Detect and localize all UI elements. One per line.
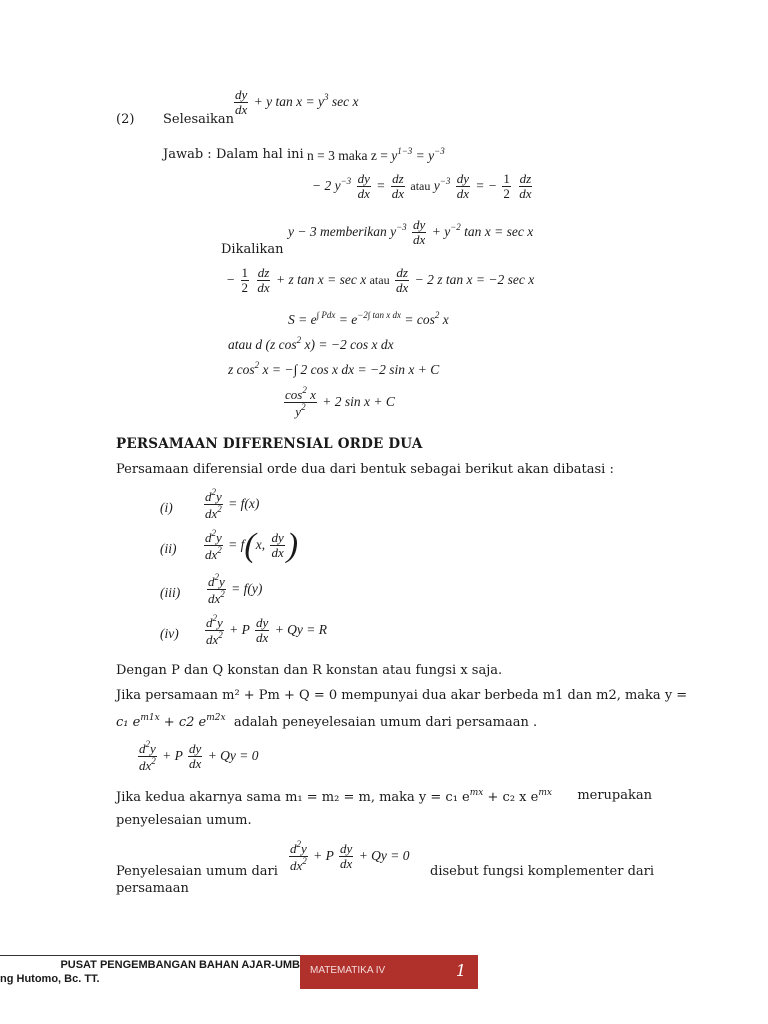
footer-course-box: [300, 955, 478, 989]
answer-text: Dalam hal ini: [216, 147, 304, 162]
para-complementary-tail: disebut fungsi komplementer dari: [430, 864, 655, 879]
form-ii-label: (ii): [160, 541, 177, 556]
answer-label: Jawab :: [163, 147, 212, 162]
step-integral: z $\cos^2 x$ = −∫ 2 cos x dx = −2 sin x + C: [228, 360, 440, 377]
form-ii: $\frac{d^2y}{dx^2}$ = f(x, $\frac{dy}{dx}$ ): [205, 527, 299, 565]
form-i: $\frac{d^2y}{dx^2}$ = f(x): [205, 487, 260, 522]
form-iv: $\frac{d^2y}{dx^2}$ + P $\frac{dy}{dx}$ + Qy = R: [206, 613, 328, 648]
para-complementary-line2: persamaan: [116, 881, 189, 896]
step-linear: − $\frac{1}{2}$ $\frac{dz}{dx}$ + z tan x = sec x atau $\frac{dz}{dx}$ − 2 z tan x = −2 sec x: [226, 265, 535, 296]
form-i-label: (i): [160, 500, 173, 515]
section-intro: Persamaan diferensial orde dua dari bentuk sebagai berikut akan dibatasi :: [116, 462, 614, 477]
form-iv-label: (iv): [160, 626, 179, 641]
para-equal-roots-line2: penyelesaian umum.: [116, 813, 252, 828]
problem-instruction: Selesaikan: [163, 112, 235, 127]
footer-author: ng Hutomo, Bc. TT.: [0, 973, 100, 985]
para-equal-roots: Jika kedua akarnya sama m₁ = m₂ = m, maka y = c₁ $e^{mx} + c_2$ x $e^{mx}$ merupakan: [116, 788, 652, 805]
para-distinct-roots: Jika persamaan m² + Pm + Q = 0 mempunyai dua akar berbeda m1 dan m2, maka y =: [116, 688, 688, 703]
step-derivative: − 2 $y^{-3}$ $\frac{dy}{dx}$ = $\frac{dz}{dx}$ atau $y^{-3}$ $\frac{dy}{dx}$ = − $\frac{1}{2}$ $\frac{dz}{dx}$: [312, 171, 532, 202]
form-iii-label: (iii): [160, 585, 181, 600]
problem-equation: $\frac{dy}{dx}$ + y $\tan x = y^3$ sec x: [235, 87, 359, 118]
homogeneous-equation: $\frac{d^2y}{dx^2}$ + P $\frac{dy}{dx}$ + Qy = 0: [139, 739, 259, 774]
footer-institution: PUSAT PENGEMBANGAN BAHAN AJAR-UMB: [60, 959, 300, 971]
footer-left: [0, 955, 300, 990]
problem-number: (2): [116, 112, 135, 127]
complementary-equation: $\frac{d^2y}{dx^2}$ + P $\frac{dy}{dx}$ + Qy = 0: [290, 839, 410, 874]
dikalikan-label: Dikalikan: [221, 242, 284, 257]
integrating-factor: $S = e^{\int Pdx} = e^{-2\int tan x dx} = \cos^2 x$: [288, 310, 449, 327]
form-iii: $\frac{d^2y}{dx^2}$ = f(y): [208, 572, 263, 607]
para-complementary-lead: Penyelesaian umum dari: [116, 864, 278, 879]
page-number: 1: [455, 961, 466, 980]
step-result: $\frac{\cos^2 x}{y^2}$ + 2 sin x + C: [285, 385, 395, 420]
footer-course: MATEMATIKA IV: [310, 965, 386, 976]
answer-substitution: n = 3 maka $z = y^{1-3} = y^{-3}$: [307, 146, 445, 163]
section-heading: PERSAMAAN DIFERENSIAL ORDE DUA: [116, 436, 423, 452]
para-constants: Dengan P dan Q konstan dan R konstan atau fungsi x saja.: [116, 663, 503, 678]
step-atau: atau d (z $\cos^2 x) = -2$ cos x dx: [228, 335, 394, 352]
para-general-solution: c₁ $e^{m1x} + c2$ $e^{m2x}$ adalah peneyelesaian umum dari persamaan .: [116, 713, 538, 730]
step-multiplied: y − 3 memberikan $y^{-3}$ $\frac{dy}{dx}$ + $y^{-2}$ tan x = sec x: [288, 217, 534, 248]
